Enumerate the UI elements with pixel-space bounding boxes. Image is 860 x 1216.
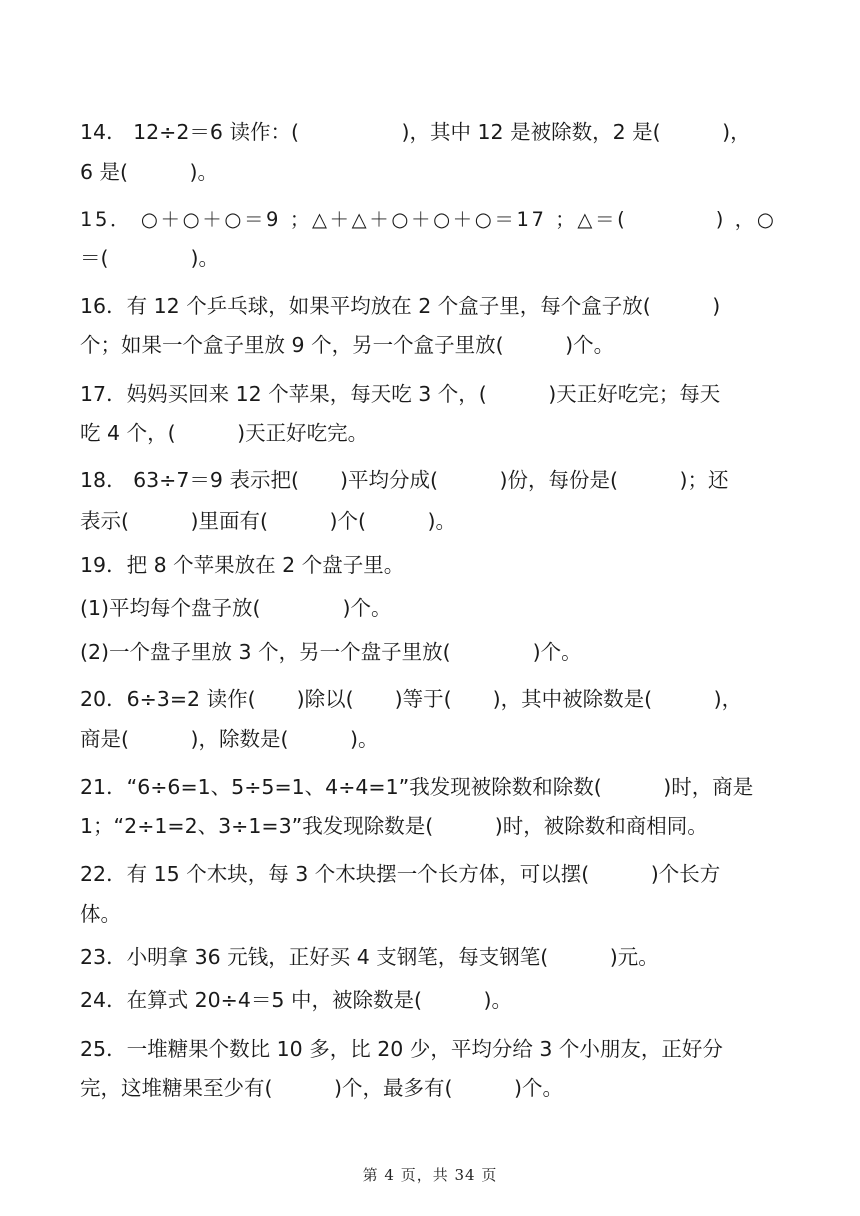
question-19-part-2: (2)一个盘子里放 3 个，另一个盘子里放( )个。: [80, 640, 582, 664]
question-14-line-2: 6 是( )。: [80, 160, 219, 184]
question-17-line-1: 17．妈妈买回来 12 个苹果，每天吃 3 个，( )天正好吃完；每天: [80, 382, 721, 406]
question-19-line-1: 19．把 8 个苹果放在 2 个盘子里。: [80, 553, 405, 577]
question-25-line-2: 完，这堆糖果至少有( )个，最多有( )个。: [80, 1076, 563, 1100]
question-19-part-1: (1)平均每个盘子放( )个。: [80, 596, 392, 620]
question-25-line-1: 25．一堆糖果个数比 10 多，比 20 少，平均分给 3 个小朋友，正好分: [80, 1037, 723, 1061]
question-15-line-2: ＝( )。: [80, 246, 219, 270]
question-15-line-1: 15． ○＋○＋○＝9 ；△＋△＋○＋○＋○＝17 ；△＝( ) ，○: [80, 208, 777, 231]
question-21-line-1: 21．“6÷6=1、5÷5=1、4÷4=1”我发现被除数和除数( )时，商是: [80, 775, 754, 799]
question-23-line-1: 23．小明拿 36 元钱，正好买 4 支钢笔，每支钢笔( )元。: [80, 945, 659, 969]
question-21-line-2: 1；“2÷1=2、3÷1=3”我发现除数是( )时，被除数和商相同。: [80, 814, 708, 838]
question-18-line-2: 表示( )里面有( )个( )。: [80, 509, 456, 533]
question-24-line-1: 24．在算式 20÷4＝5 中，被除数是( )。: [80, 988, 512, 1012]
question-20-line-1: 20．6÷3=2 读作( )除以( )等于( )，其中被除数是( )，: [80, 687, 743, 711]
page-footer: 第 4 页，共 34 页: [362, 1166, 498, 1184]
question-16-line-2: 个；如果一个盒子里放 9 个，另一个盒子里放( )个。: [80, 333, 615, 357]
question-16-line-1: 16．有 12 个乒乓球，如果平均放在 2 个盒子里，每个盒子放( ): [80, 294, 721, 318]
question-22-line-1: 22．有 15 个木块，每 3 个木块摆一个长方体，可以摆( )个长方: [80, 862, 721, 886]
question-20-line-2: 商是( )，除数是( )。: [80, 727, 379, 751]
question-17-line-2: 吃 4 个，( )天正好吃完。: [80, 421, 369, 445]
question-22-line-2: 体。: [80, 902, 121, 926]
question-18-line-1: 18． 63÷7＝9 表示把( )平均分成( )份，每份是( )；还: [80, 468, 729, 492]
question-14-line-1: 14． 12÷2＝6 读作：( )，其中 12 是被除数，2 是( )，: [80, 120, 751, 144]
